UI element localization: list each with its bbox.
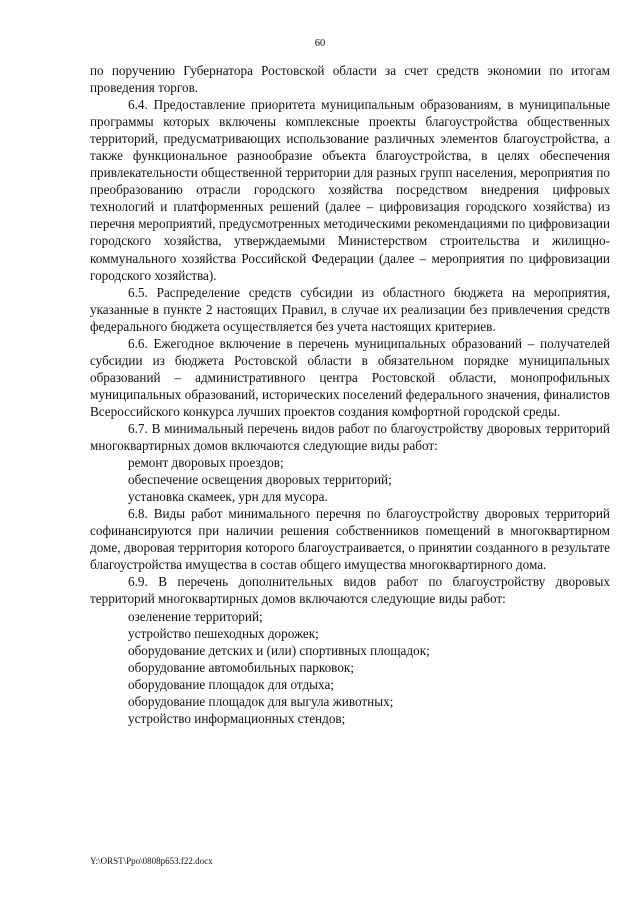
list-item: оборудование детских и (или) спортивных площадок; bbox=[128, 642, 430, 658]
footer-file-path: Y:\ORST\Ppo\0808p653.f22.docx bbox=[90, 856, 213, 866]
list-item: ремонт дворовых проездов; bbox=[128, 455, 284, 471]
paragraph-6-7: 6.7. В минимальный перечень видов работ по благоустройству дворовых территорий многоквартирных домов включаются следующие виды работ: bbox=[90, 420, 610, 454]
list-item: оборудование автомобильных парковок; bbox=[128, 659, 354, 675]
paragraph-6-8: 6.8. Виды работ минимального перечня по благоустройству дворовых территорий софинансируются при наличии решения собственников помещений в многоквартирном доме, дворовая территория которого благоустраивается, о принятии созданного в результате благоустройства имущества в состав общего имущества многоквартирного дома. bbox=[90, 506, 610, 573]
list-item: озеленение территорий; bbox=[128, 608, 263, 624]
paragraph-6-6: 6.6. Ежегодное включение в перечень муниципальных образований – получателей субсидии из бюджета Ростовской области в обязательном порядке муниципальных образований – административного центра Ростовской области, монопрофильных муниципальных образований, исторических поселений федерального значения, финалистов Всероссийского конкурса лучших проектов создания комфортной городской среды. bbox=[90, 335, 610, 419]
list-item: установка скамеек, урн для мусора. bbox=[128, 489, 328, 505]
list-item: устройство пешеходных дорожек; bbox=[128, 625, 319, 641]
paragraph-6-9: 6.9. В перечень дополнительных видов работ по благоустройству дворовых территорий многоквартирных домов включаются следующие виды работ: bbox=[90, 574, 610, 607]
list-item: устройство информационных стендов; bbox=[128, 710, 346, 726]
paragraph-continuation: по поручению Губернатора Ростовской области за счет средств экономии по итогам проведения торгов. bbox=[90, 63, 610, 96]
list-item: оборудование площадок для выгула животных; bbox=[128, 693, 394, 709]
list-item: оборудование площадок для отдыха; bbox=[128, 676, 334, 692]
paragraph-6-5: 6.5. Распределение средств субсидии из областного бюджета на мероприятия, указанные в пункте 2 настоящих Правил, в случае их реализации без привлечения средств федерального бюджета осуществляется без учета настоящих критериев. bbox=[90, 284, 610, 334]
list-item: обеспечение освещения дворовых территорий; bbox=[128, 472, 392, 488]
page-number: 60 bbox=[314, 38, 326, 49]
paragraph-6-4: 6.4. Предоставление приоритета муниципальным образованиям, в муниципальные программы которых включены комплексные проекты благоустройства общественных территорий, предусматривающих использование различных элементов благоустройства, а также функциональное разнообразие объекта благоустройства, в целях обеспечения привлекательности общественной территории для разных групп населения, мероприятия по преобразованию отрасли городского хозяйства посредством внедрения цифровых технологий и платформенных решений (далее – цифровизация городского хозяйства) из перечня мероприятий, предусмотренных методическими рекомендациями по цифровизации городского хозяйства, утверждаемыми Министерством строительства и жилищно-коммунального хозяйства Российской Федерации (далее – мероприятия по цифровизации городского хозяйства). bbox=[90, 97, 610, 283]
body-text bbox=[90, 62, 610, 727]
